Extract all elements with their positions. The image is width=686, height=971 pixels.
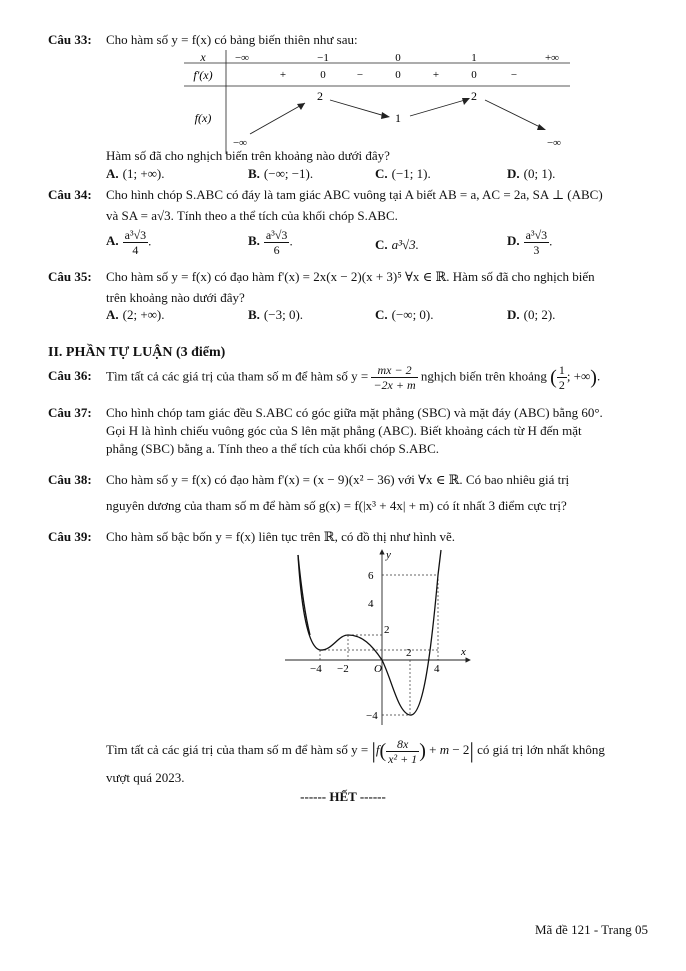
q34-option-c[interactable]: C. a³√3. (375, 237, 419, 252)
graph-y-label: y (386, 549, 391, 561)
q39-graph (280, 545, 475, 730)
vt-f-max2: 2 (471, 89, 477, 103)
q39-line1: Câu 39: Cho hàm số bậc bốn y = f(x) liên tục trên ℝ, có đồ thị như hình vẽ. (48, 529, 456, 544)
vt-f-right-inf: −∞ (546, 137, 562, 149)
q34-line2: và SA = a√3. Tính theo a thể tích của khối chóp S.ABC. (106, 208, 398, 223)
vt-f-label: f(x) (194, 111, 212, 125)
q33-ask: Hàm số đã cho nghịch biến trên khoảng nào dưới đây? (106, 148, 390, 163)
page-footer: Mã đề 121 - Trang 05 (534, 922, 648, 937)
section-title: II. PHẦN TỰ LUẬN (3 điểm) (48, 345, 226, 360)
vt-x-value: +∞ (544, 52, 560, 64)
graph-ytick-2: 2 (384, 624, 390, 636)
vt-x-value: −1 (317, 52, 329, 64)
q38-number: Câu 38: (48, 472, 92, 487)
q33-number: Câu 33: (48, 32, 92, 47)
graph-ytick-6: 6 (368, 570, 374, 582)
graph-ytick-neg4: −4 (366, 710, 378, 722)
graph-xtick-4: 4 (434, 663, 440, 675)
q34-option-b[interactable]: B. $\frac{\text{a³√3}}{6}$ . (248, 228, 293, 257)
q35-option-d[interactable]: D. (0; 2). (507, 307, 556, 322)
vt-sign: − (356, 69, 364, 81)
q37-number: Câu 37: (48, 405, 92, 420)
vt-x-label: x (200, 50, 206, 64)
vt-sign: + (279, 69, 287, 81)
q34-line1: Câu 34: Cho hình chóp S.ABC có đáy là tam giác ABC vuông tại A biết AB = a, AC = 2a, SA ⊥ (ABC) (48, 187, 603, 202)
vt-sign: − (510, 69, 518, 81)
q35-option-a[interactable]: A. (2; +∞). (106, 307, 165, 322)
vt-f-max1: 2 (317, 89, 323, 103)
end-marker: ------ HẾT ------ (300, 789, 386, 804)
q36-number: Câu 36: (48, 368, 92, 384)
q38-line1: Câu 38: Cho hàm số y = f(x) có đạo hàm f'(x) = (x − 9)(x² − 36) với ∀x ∈ ℝ. Có bao nhiêu giá trị (48, 472, 570, 487)
q37-line1: Câu 37: Cho hình chóp tam giác đều S.ABC có góc giữa mặt phẳng (SBC) và mặt đáy (ABC) bằng 60°. (48, 405, 603, 420)
q33-line (48, 30, 648, 49)
q35-line1: Câu 35: Cho hàm số y = f(x) có đạo hàm f'(x) = 2x(x − 2)(x + 3)⁵ ∀x ∈ ℝ. Hàm số đã cho nghịch biến (48, 269, 595, 284)
q35-number: Câu 35: (48, 269, 92, 284)
q33-option-a[interactable]: A. (1; +∞). (106, 166, 165, 181)
q33-option-d[interactable]: D. (0; 1). (507, 166, 556, 181)
q33-variation-table (180, 48, 575, 156)
vt-sign: 0 (471, 69, 477, 81)
graph-xtick-neg4: −4 (310, 663, 322, 675)
q38-line2: nguyên dương của tham số m để hàm số g(x) = f(|x³ + 4x| + m) có ít nhất 3 điểm cực trị? (106, 498, 567, 513)
graph-x-label: x (461, 646, 466, 658)
vt-fp-label: f'(x) (193, 68, 213, 82)
vt-sign: 0 (395, 69, 401, 81)
q35-line2: trên khoảng nào dưới đây? (106, 290, 245, 305)
q39-ask: Tìm tất cả các giá trị của tham số m để hàm số y = |f( $\frac{8x}{\text{x² + 1}}$ ) + m − 2| có giá trị lớn nhất không (106, 736, 605, 766)
vt-f-min: 1 (395, 111, 401, 125)
vt-x-value: 0 (395, 52, 401, 64)
graph-origin: O (374, 663, 382, 675)
q34-option-d[interactable]: D. $\frac{\text{a³√3}}{3}$ . (507, 228, 553, 257)
q34-number: Câu 34: (48, 187, 92, 202)
q37-line2: Gọi H là hình chiếu vuông góc của S lên mặt phẳng (ABC). Biết khoảng cách từ H đến mặt (106, 423, 582, 438)
q33-option-b[interactable]: B. (−∞; −1). (248, 166, 314, 181)
q33-text: Cho hàm số y = f(x) có bảng biến thiên như sau: (106, 32, 358, 47)
q39-line3: vượt quá 2023. (106, 770, 185, 785)
vt-sign: + (432, 69, 440, 81)
q36-line: Câu 36: Tìm tất cả các giá trị của tham số m để hàm số y = $\frac{mx - 2}{-2x + m}$ nghịch biến trên khoảng ( $\frac{1}{2}$ ; +∞). (48, 363, 601, 392)
graph-ytick-4: 4 (368, 598, 374, 610)
q35-option-c[interactable]: C. (−∞; 0). (375, 307, 434, 322)
vt-sign: 0 (320, 69, 326, 81)
q37-line3: phẳng (SBC) bằng a. Tính theo a thể tích của khối chóp S.ABC. (106, 441, 440, 456)
vt-x-value: 1 (471, 52, 477, 64)
graph-xtick-2: 2 (406, 647, 412, 659)
q35-option-b[interactable]: B. (−3; 0). (248, 307, 304, 322)
vt-f-left-inf: −∞ (232, 137, 248, 149)
q33-option-c[interactable]: C. (−1; 1). (375, 166, 431, 181)
graph-xtick-neg2: −2 (337, 663, 349, 675)
q39-number: Câu 39: (48, 529, 92, 544)
vt-x-value: −∞ (234, 52, 250, 64)
q34-option-a[interactable]: A. $\frac{\text{a³√3}}{4}$ . (106, 228, 152, 257)
